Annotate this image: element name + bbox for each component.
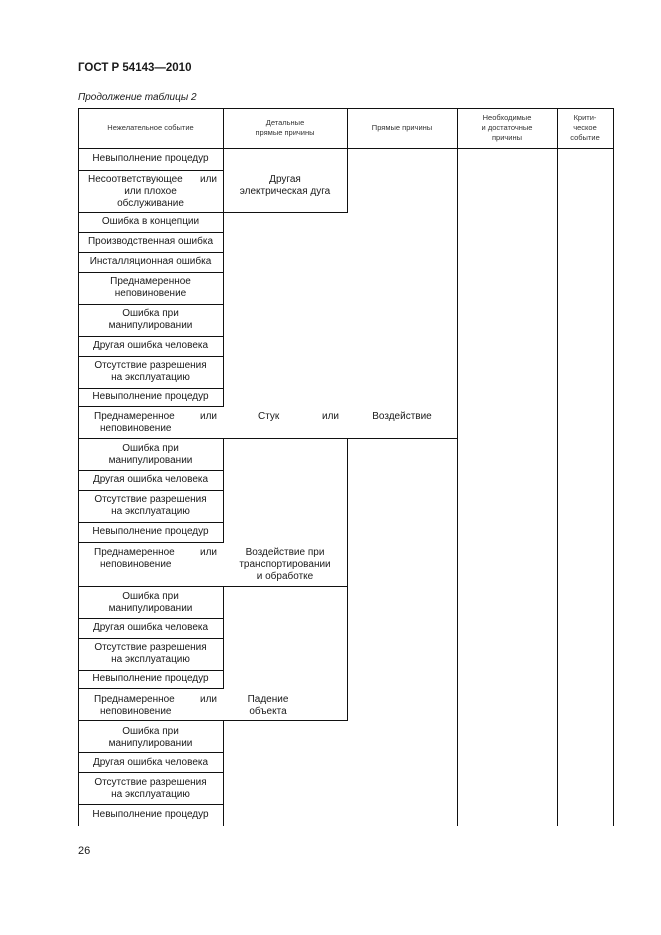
- row-divider: [78, 212, 348, 213]
- column-divider: [223, 587, 224, 689]
- table-top-border: [78, 108, 614, 109]
- column-divider: [557, 108, 558, 826]
- detailed-cause-object-fall: Падение: [247, 694, 289, 705]
- event-intentional-noncompliance-line2: неповиновение: [114, 288, 187, 299]
- event-intentional-noncompliance: Преднамеренное: [94, 411, 175, 422]
- event-no-operating-permit-line2: на эксплуатацию: [111, 506, 190, 517]
- header-necessary-sufficient-line2: и достаточные: [481, 123, 533, 132]
- table-right-border: [613, 108, 614, 826]
- row-divider: [78, 304, 223, 305]
- header-critical-event: Крити-: [573, 113, 597, 122]
- row-divider: [78, 542, 223, 543]
- row-divider: [78, 170, 223, 171]
- event-intentional-noncompliance: Преднамеренное: [110, 276, 191, 287]
- direct-cause-impact: Воздействие: [372, 411, 432, 422]
- event-intentional-noncompliance-line2: неповиновение: [100, 706, 172, 717]
- event-inadequate-maintenance-line3: обслуживание: [117, 198, 184, 209]
- event-production-error: Производственная ошибка: [87, 236, 214, 247]
- column-divider: [223, 439, 224, 543]
- row-divider: [78, 804, 223, 805]
- event-intentional-noncompliance-line2: неповиновение: [100, 423, 172, 434]
- event-handling-error-line2: манипулировании: [108, 455, 193, 466]
- row-divider: [78, 670, 223, 671]
- document-title: ГОСТ Р 54143—2010: [78, 62, 192, 74]
- event-inadequate-maintenance-line2: или плохое: [124, 186, 177, 197]
- event-handling-error-line2: манипулировании: [108, 738, 193, 749]
- event-intentional-noncompliance-line2: неповиновение: [100, 559, 172, 570]
- header-detailed-direct-causes: Детальные: [265, 118, 305, 127]
- column-divider: [457, 108, 458, 826]
- event-handling-error: Ошибка при: [122, 308, 179, 319]
- event-other-human-error: Другая ошибка человека: [92, 474, 209, 485]
- event-no-operating-permit: Отсутствие разрешения: [94, 494, 207, 505]
- column-divider: [223, 721, 224, 826]
- row-divider: [78, 772, 223, 773]
- header-critical-event-line2: ческое: [573, 123, 597, 132]
- row-divider: [78, 252, 223, 253]
- event-no-operating-permit-line2: на эксплуатацию: [111, 372, 190, 383]
- detailed-cause-other-arc: Другая: [269, 174, 301, 185]
- detailed-cause-knock: Стук: [258, 411, 280, 422]
- row-divider: [78, 406, 223, 407]
- header-undesired-event: Нежелательное событие: [107, 123, 194, 132]
- or-connector: или: [200, 174, 218, 185]
- detailed-cause-transport-impact-line2: транспортировании: [239, 559, 331, 570]
- event-other-human-error: Другая ошибка человека: [92, 757, 209, 768]
- header-direct-causes: Прямые причины: [371, 123, 433, 132]
- event-handling-error: Ошибка при: [122, 726, 179, 737]
- row-divider: [78, 438, 458, 439]
- row-divider: [78, 522, 223, 523]
- or-connector: или: [200, 694, 218, 705]
- row-divider: [78, 232, 223, 233]
- event-handling-error: Ошибка при: [122, 591, 179, 602]
- detailed-cause-object-fall-line2: объекта: [249, 706, 287, 717]
- event-intentional-noncompliance: Преднамеренное: [94, 547, 175, 558]
- or-connector: или: [200, 411, 218, 422]
- row-divider: [78, 638, 223, 639]
- header-critical-event-line3: событие: [570, 133, 600, 142]
- event-no-operating-permit: Отсутствие разрешения: [94, 642, 207, 653]
- event-procedure-failure: Невыполнение процедур: [92, 809, 209, 820]
- header-bottom-border: [78, 148, 614, 149]
- row-divider: [78, 388, 223, 389]
- detailed-cause-other-arc-line2: электрическая дуга: [239, 186, 331, 197]
- row-divider: [78, 356, 223, 357]
- event-procedure-failure: Невыполнение процедур: [92, 391, 209, 402]
- event-concept-error: Ошибка в концепции: [101, 216, 200, 227]
- row-divider: [78, 720, 348, 721]
- event-intentional-noncompliance: Преднамеренное: [94, 694, 175, 705]
- row-divider: [78, 336, 223, 337]
- page-number: 26: [78, 845, 91, 857]
- row-divider: [78, 470, 223, 471]
- event-handling-error-line2: манипулировании: [108, 603, 193, 614]
- row-divider: [78, 618, 223, 619]
- row-divider: [78, 490, 223, 491]
- event-no-operating-permit-line2: на эксплуатацию: [111, 789, 190, 800]
- column-divider: [223, 213, 224, 407]
- or-connector: или: [200, 547, 218, 558]
- event-other-human-error: Другая ошибка человека: [92, 622, 209, 633]
- or-connector: или: [322, 411, 340, 422]
- event-procedure-failure: Невыполнение процедур: [92, 673, 209, 684]
- header-necessary-sufficient-line3: причины: [491, 133, 523, 142]
- event-no-operating-permit: Отсутствие разрешения: [94, 777, 207, 788]
- row-divider: [78, 272, 223, 273]
- header-detailed-direct-causes-line2: прямые причины: [255, 128, 315, 137]
- event-inadequate-maintenance: Несоответствующее: [88, 174, 183, 185]
- column-divider: [347, 439, 348, 721]
- event-installation-error: Инсталляционная ошибка: [89, 256, 212, 267]
- row-divider: [78, 586, 348, 587]
- detailed-cause-transport-impact: Воздействие при: [245, 547, 325, 558]
- event-no-operating-permit: Отсутствие разрешения: [94, 360, 207, 371]
- event-no-operating-permit-line2: на эксплуатацию: [111, 654, 190, 665]
- event-handling-error-line2: манипулировании: [108, 320, 193, 331]
- event-procedure-failure: Невыполнение процедур: [92, 153, 209, 164]
- event-other-human-error: Другая ошибка человека: [92, 340, 209, 351]
- row-divider: [78, 688, 223, 689]
- row-divider: [78, 752, 223, 753]
- header-necessary-sufficient: Необходимые: [482, 113, 532, 122]
- event-procedure-failure: Невыполнение процедур: [92, 526, 209, 537]
- detailed-cause-transport-impact-line3: и обработке: [256, 571, 314, 582]
- event-handling-error: Ошибка при: [122, 443, 179, 454]
- table-caption: Продолжение таблицы 2: [78, 92, 197, 103]
